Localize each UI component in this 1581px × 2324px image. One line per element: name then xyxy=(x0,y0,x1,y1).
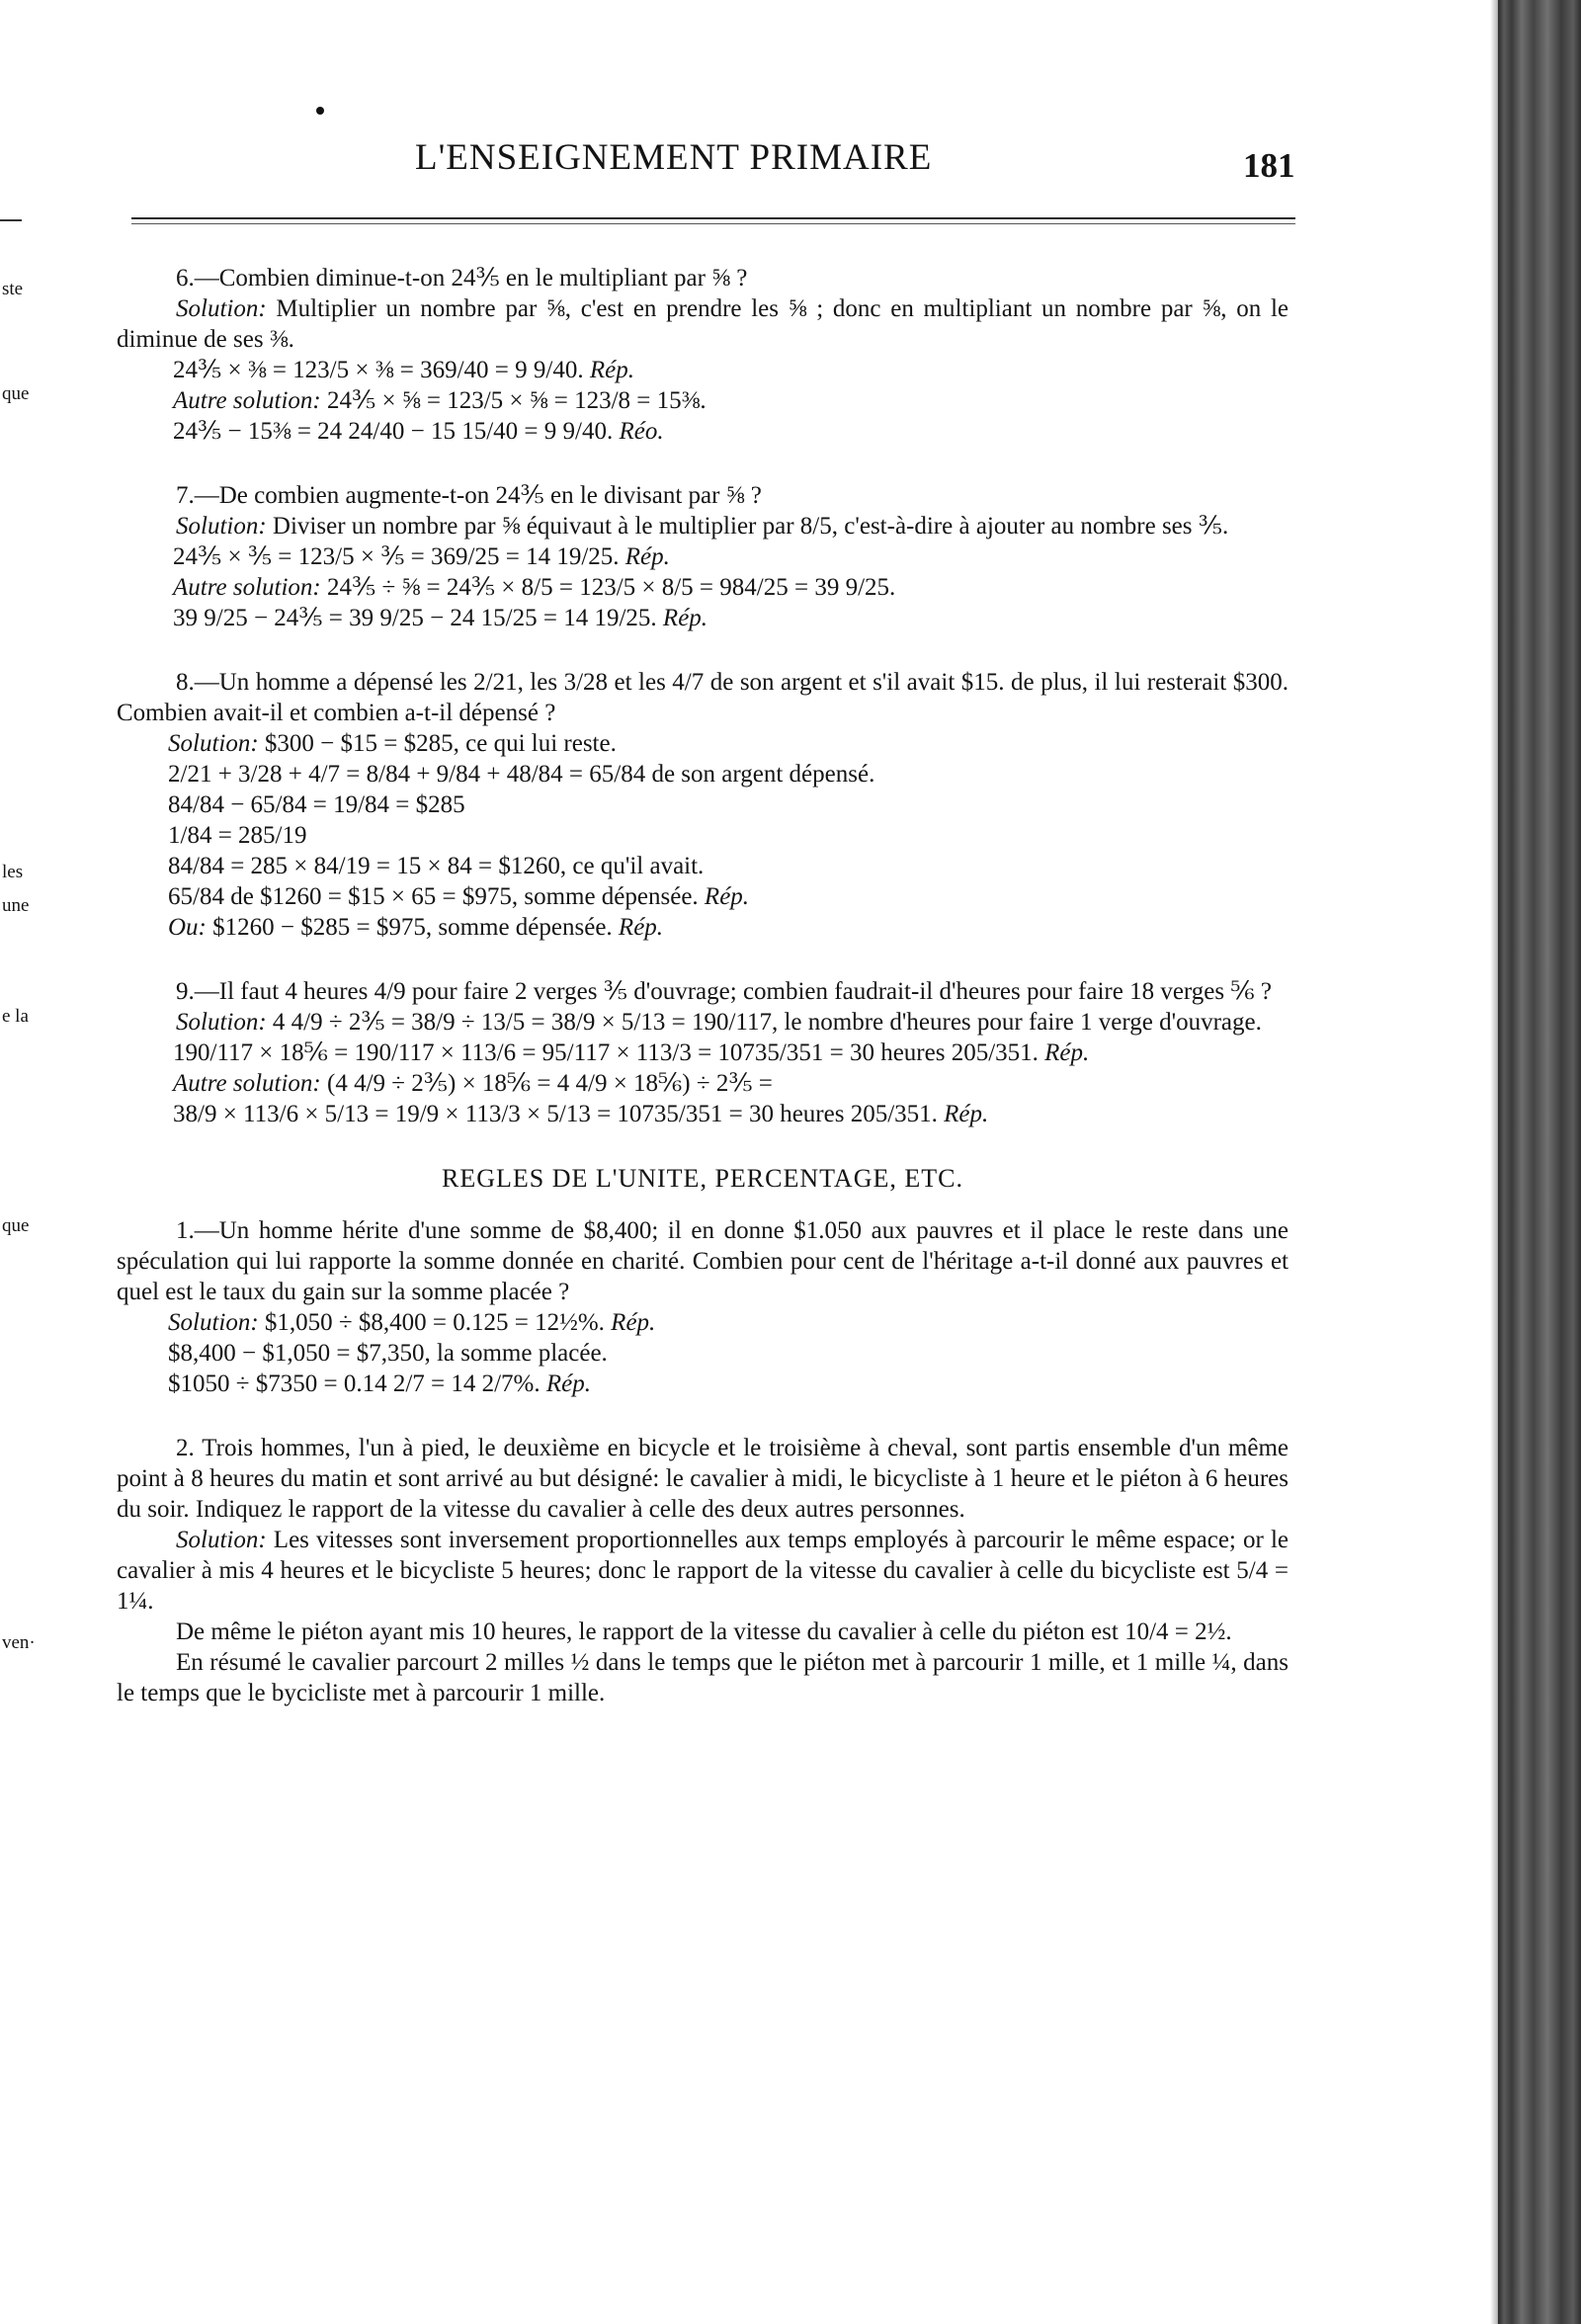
ink-dot xyxy=(316,107,324,115)
solution-text: Multiplier un nombre par ⅝, c'est en prendre les ⅝ ; donc en multipliant un nombre par ⅝, on le diminue de ses ⅜. xyxy=(117,295,1289,353)
running-title: L'ENSEIGNEMENT PRIMAIRE xyxy=(415,137,933,178)
gutter-fragment: que xyxy=(2,1215,30,1236)
answer-mark: Rép. xyxy=(656,605,708,631)
left-gutter-fragments xyxy=(0,0,59,2324)
calc-line: 84/84 − 65/84 = 19/84 = $285 xyxy=(168,791,465,818)
solution-label: Solution: xyxy=(176,1527,267,1553)
calc-text: 24⅗ × ⅝ = 123/5 × ⅝ = 123/8 = 15⅜. xyxy=(320,387,707,414)
alt-solution-label: Autre solution: xyxy=(173,1070,321,1097)
calc-text: $1260 − $285 = $975, somme dépensée. xyxy=(206,914,613,941)
calc-text: $1050 ÷ $7350 = 0.14 2/7 = 14 2/7%. xyxy=(168,1370,541,1397)
header-rule xyxy=(131,217,1295,219)
calc-line xyxy=(117,1099,1289,1129)
problem-solution xyxy=(117,1525,1289,1617)
calc-text: 24⅗ − 15⅜ = 24 24/40 − 15 15/40 = 9 9/40. xyxy=(173,418,614,445)
problem-question: 8.—Un homme a dépensé les 2/21, les 3/28 et les 4/7 de son argent et s'il avait $15. de plus, il lui resterait $300. Combien avait-il et combien a-t-il dépensé ? xyxy=(117,669,1289,726)
solution-text: Les vitesses sont inversement proportionnelles aux temps employés à parcourir le même espace; or le cavalier à mis 4 heures et le bicycliste 5 heures; donc le rapport de la vitesse du cavalier à celle du bicycliste est 5/4 = 1¼. xyxy=(117,1527,1289,1615)
solution-text: Diviser un nombre par ⅝ équivaut à le multiplier par 8/5, c'est-à-dire à ajouter au nombre ses ⅗. xyxy=(266,513,1229,540)
calc-line xyxy=(117,385,1289,416)
calc-line xyxy=(117,1369,1289,1399)
calc-text: 38/9 × 113/6 × 5/13 = 19/9 × 113/3 × 5/13 = 10735/351 = 30 heures 205/351. xyxy=(173,1101,938,1127)
problem-9 xyxy=(117,976,1289,1129)
problem-question: 7.—De combien augmente-t-on 24⅗ en le divisant par ⅝ ? xyxy=(176,482,762,509)
answer-mark: Rép. xyxy=(619,543,670,570)
page-number: 181 xyxy=(1243,146,1295,185)
alt-solution-label: Autre solution: xyxy=(173,574,321,601)
alt-solution-label: Autre solution: xyxy=(173,387,321,414)
calc-text: 24⅗ ÷ ⅝ = 24⅗ × 8/5 = 123/5 × 8/5 = 984/25 = 39 9/25. xyxy=(320,574,896,601)
solution-label: Solution: xyxy=(176,513,267,540)
answer-mark: Rép. xyxy=(1038,1039,1090,1066)
calc-line: 2/21 + 3/28 + 4/7 = 8/84 + 9/84 + 48/84 = 65/84 de son argent dépensé. xyxy=(168,761,875,788)
page-body xyxy=(117,263,1289,1708)
calc-line xyxy=(117,416,1289,447)
answer-mark: Rép. xyxy=(937,1101,989,1127)
gutter-fragment: une xyxy=(2,895,30,916)
solution-label: Solution: xyxy=(168,1309,259,1336)
calc-text: 39 9/25 − 24⅗ = 39 9/25 − 24 15/25 = 14 19/25. xyxy=(173,605,657,631)
problem-solution xyxy=(117,1307,1289,1338)
problem-8 xyxy=(117,667,1289,943)
rule-problem-2 xyxy=(117,1433,1289,1708)
calc-text: (4 4/9 ÷ 2⅗) × 18⅚ = 4 4/9 × 18⅚) ÷ 2⅗ = xyxy=(320,1070,773,1097)
problem-question: 9.—Il faut 4 heures 4/9 pour faire 2 verges ⅗ d'ouvrage; combien faudrait-il d'heures pour faire 18 verges ⅚ ? xyxy=(176,978,1272,1005)
gutter-fragment: que xyxy=(2,383,30,404)
calc-line xyxy=(117,603,1289,633)
gutter-fragment: e la xyxy=(2,1006,29,1027)
rule-problem-1 xyxy=(117,1215,1289,1399)
answer-mark: Rép. xyxy=(698,883,750,910)
calc-line: 84/84 = 285 × 84/19 = 15 × 84 = $1260, ce qu'il avait. xyxy=(168,853,705,879)
solution-label: Solution: xyxy=(168,730,259,757)
problem-question: 2. Trois hommes, l'un à pied, le deuxième en bicycle et le troisième à cheval, sont partis ensemble d'un même point à 8 heures du matin et sont arrivé au but désigné: le cavalier à midi, le bicycliste à 1 heure et le piéton à 6 heures du soir. Indiquez le rapport de la vitesse du cavalier à celle des deux autres personnes. xyxy=(117,1435,1289,1523)
answer-mark: Rép. xyxy=(612,914,664,941)
answer-mark: Rép. xyxy=(604,1309,656,1336)
gutter-fragment: ste xyxy=(2,279,24,299)
calc-line xyxy=(117,912,1289,943)
problem-question: 1.—Un homme hérite d'une somme de $8,400; il en donne $1.050 aux pauvres et il place le reste dans une spéculation qui lui rapporte la somme donnée en charité. Combien pour cent de l'héritage a-t-il donné aux pauvres et quel est le taux du gain sur la somme placée ? xyxy=(117,1217,1289,1305)
answer-mark: Rép. xyxy=(540,1370,592,1397)
calc-text: 24⅗ × ⅜ = 123/5 × ⅜ = 369/40 = 9 9/40. xyxy=(173,357,584,383)
calc-line xyxy=(117,572,1289,603)
problem-7 xyxy=(117,480,1289,633)
calc-line xyxy=(117,355,1289,385)
problem-solution xyxy=(117,1007,1289,1038)
solution-text: $300 − $15 = $285, ce qui lui reste. xyxy=(258,730,617,757)
calc-line xyxy=(117,1068,1289,1099)
problem-solution xyxy=(117,728,1289,759)
calc-text: 190/117 × 18⅚ = 190/117 × 113/6 = 95/117 × 113/3 = 10735/351 = 30 heures 205/351. xyxy=(173,1039,1039,1066)
problem-solution xyxy=(117,293,1289,355)
problem-6 xyxy=(117,263,1289,447)
problem-paragraph: En résumé le cavalier parcourt 2 milles ½ dans le temps que le piéton met à parcourir 1 mille, et 1 mille ¼, dans le temps que le bycicliste met à parcourir 1 mille. xyxy=(117,1649,1289,1706)
solution-label: Solution: xyxy=(176,295,267,322)
book-spine xyxy=(1498,0,1581,2324)
calc-text: 65/84 de $1260 = $15 × 65 = $975, somme dépensée. xyxy=(168,883,699,910)
header-rule-thin xyxy=(131,223,1295,224)
section-title: REGLES DE L'UNITE, PERCENTAGE, ETC. xyxy=(442,1164,963,1193)
answer-mark: Rép. xyxy=(583,357,634,383)
calc-line xyxy=(117,1038,1289,1068)
gutter-fragment: les xyxy=(2,862,24,882)
gutter-rule xyxy=(0,219,22,221)
problem-question: 6.—Combien diminue-t-on 24⅗ en le multipliant par ⅝ ? xyxy=(176,265,748,291)
calc-line xyxy=(117,541,1289,572)
problem-solution xyxy=(117,511,1289,541)
solution-text: 4 4/9 ÷ 2⅗ = 38/9 ÷ 13/5 = 38/9 × 5/13 = 190/117, le nombre d'heures pour faire 1 verge d'ouvrage. xyxy=(266,1009,1262,1036)
gutter-fragment: ven· xyxy=(2,1632,36,1653)
calc-line: $8,400 − $1,050 = $7,350, la somme placée. xyxy=(168,1340,608,1367)
answer-mark: Réo. xyxy=(613,418,664,445)
ou-label: Ou: xyxy=(168,914,207,941)
calc-line: 1/84 = 285/19 xyxy=(168,822,307,849)
solution-label: Solution: xyxy=(176,1009,267,1036)
calc-text: 24⅗ × ⅗ = 123/5 × ⅗ = 369/25 = 14 19/25. xyxy=(173,543,620,570)
calc-line xyxy=(117,881,1289,912)
problem-paragraph: De même le piéton ayant mis 10 heures, le rapport de la vitesse du cavalier à celle du piéton est 10/4 = 2½. xyxy=(176,1618,1232,1645)
solution-text: $1,050 ÷ $8,400 = 0.125 = 12½%. xyxy=(258,1309,605,1336)
